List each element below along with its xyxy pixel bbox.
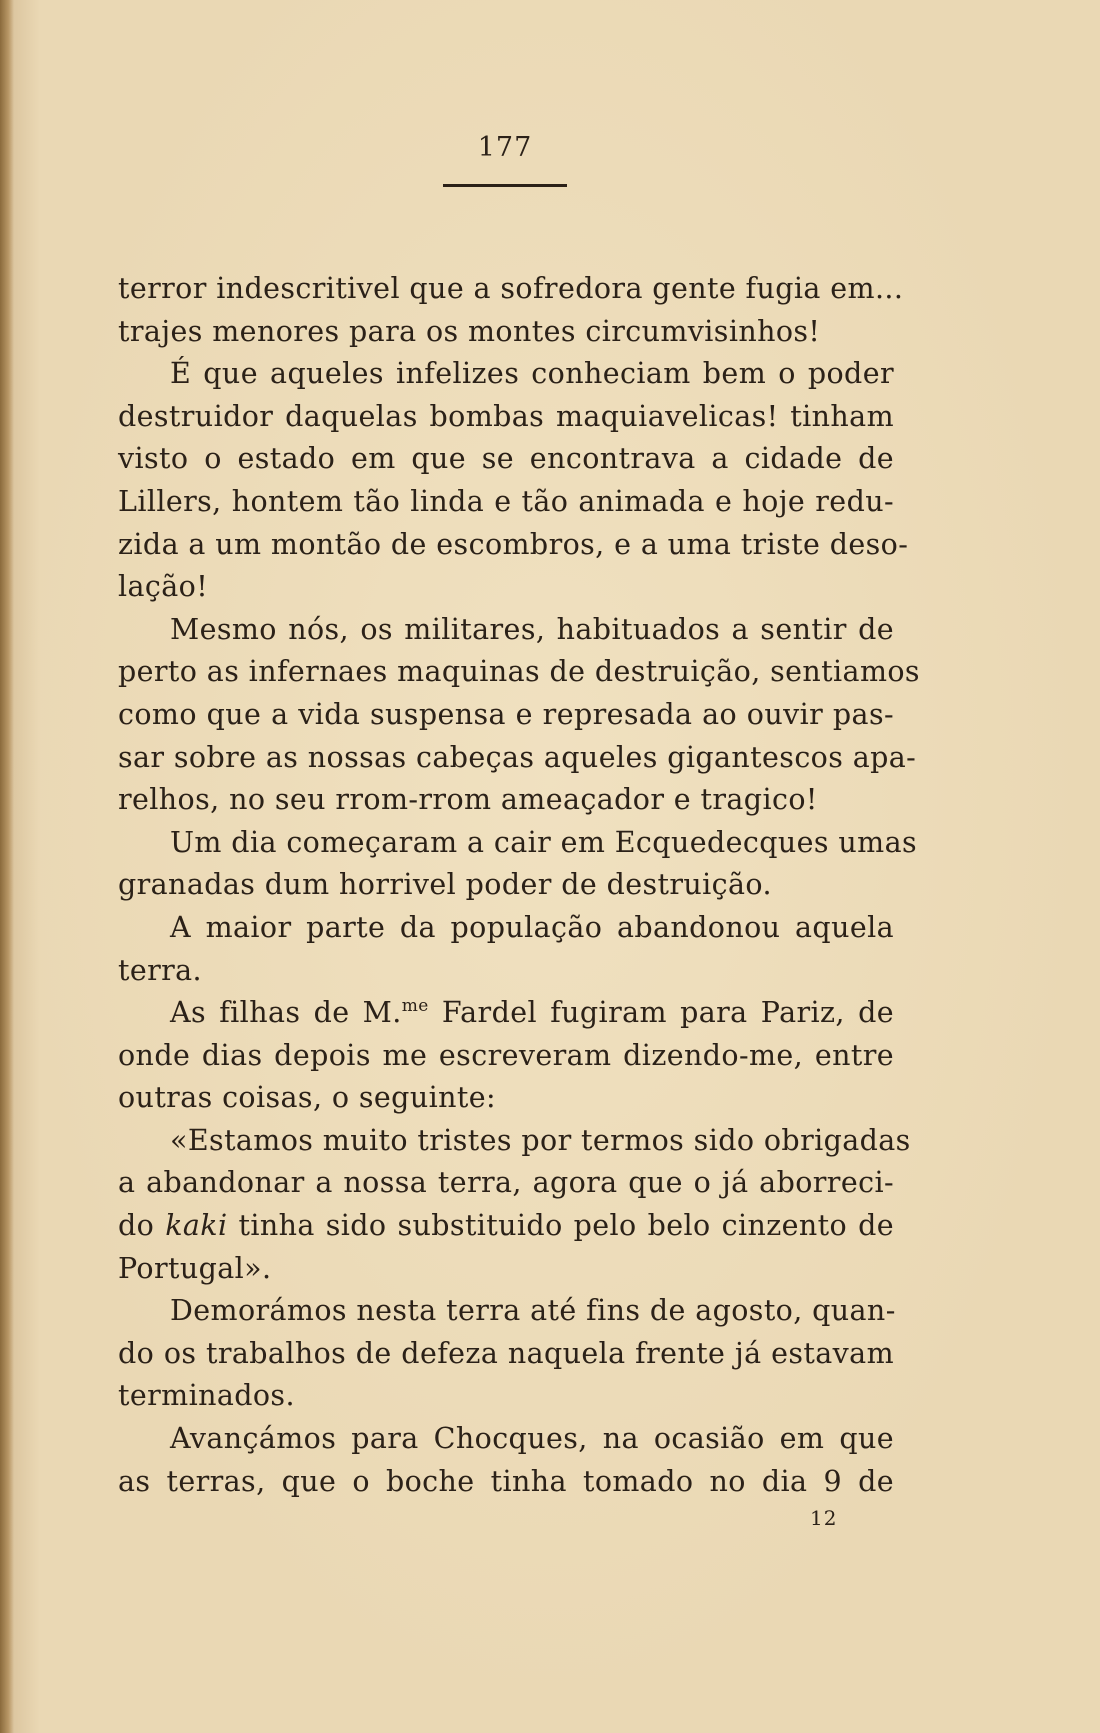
- text-line: destruidor daquelas bombas maquiavelicas! tinham: [118, 399, 894, 433]
- text-line: terra.: [118, 953, 203, 987]
- text-line: trajes menores para os montes circumvisinhos!: [118, 314, 821, 348]
- text-line: lação!: [118, 570, 209, 604]
- page-number: 177: [477, 132, 533, 163]
- text-line: granadas dum horrivel poder de destruição.: [118, 868, 772, 902]
- text-line: [118, 1205, 894, 1248]
- italic-word: kaki: [165, 1209, 228, 1243]
- text-line: sar sobre as nossas cabeças aqueles gigantescos apa-: [118, 740, 917, 774]
- text-line: É que aqueles infelizes conheciam bem o poder: [170, 357, 894, 391]
- text-line: [118, 992, 894, 1035]
- text-line: relhos, no seu rrom-rrom ameaçador e tragico!: [118, 783, 818, 817]
- text-line: outras coisas, o seguinte:: [118, 1081, 496, 1115]
- text-line: visto o estado em que se encontrava a cidade de: [118, 442, 894, 476]
- text-line: A maior parte da população abandonou aquela: [170, 910, 894, 944]
- text-fragment: do: [118, 1209, 166, 1243]
- text-line: Mesmo nós, os militares, habituados a sentir de: [170, 612, 894, 646]
- text-fragment: tinha sido substituido pelo belo cinzento de: [227, 1209, 894, 1243]
- text-line: Lillers, hontem tão linda e tão animada e hoje redu-: [118, 484, 894, 518]
- body-text: [118, 268, 920, 1503]
- text-line: Demorámos nesta terra até fins de agosto, quan-: [170, 1294, 896, 1328]
- text-fragment: Fardel fugiram para Pariz, de: [428, 996, 894, 1030]
- text-line: as terras, que o boche tinha tomado no dia 9 de: [118, 1464, 894, 1498]
- superscript-abbreviation: me: [401, 996, 429, 1017]
- header-rule: [443, 184, 567, 187]
- text-line: zida a um montão de escombros, e a uma triste deso-: [118, 527, 909, 561]
- text-line: como que a vida suspensa e represada ao ouvir pas-: [118, 697, 894, 731]
- text-line: onde dias depois me escreveram dizendo-me, entre: [118, 1038, 894, 1072]
- text-line: a abandonar a nossa terra, agora que o já aborreci-: [118, 1166, 894, 1200]
- text-line: do os trabalhos de defeza naquela frente já estavam: [118, 1336, 894, 1370]
- printer-signature-mark: 12: [810, 1506, 838, 1530]
- page-binding-edge: [0, 0, 14, 1733]
- text-line: terror indescritivel que a sofredora gente fugia em...: [118, 272, 904, 305]
- text-line: terminados.: [118, 1379, 295, 1413]
- text-line: Portugal».: [118, 1251, 272, 1285]
- text-line: Um dia começaram a cair em Ecquedecques umas: [170, 825, 917, 859]
- text-fragment: As filhas de M.: [170, 996, 402, 1030]
- text-line: «Estamos muito tristes por termos sido obrigadas: [170, 1123, 911, 1157]
- text-line: Avançámos para Chocques, na ocasião em que: [170, 1422, 894, 1456]
- text-line: perto as infernaes maquinas de destruição, sentiamos: [118, 655, 920, 689]
